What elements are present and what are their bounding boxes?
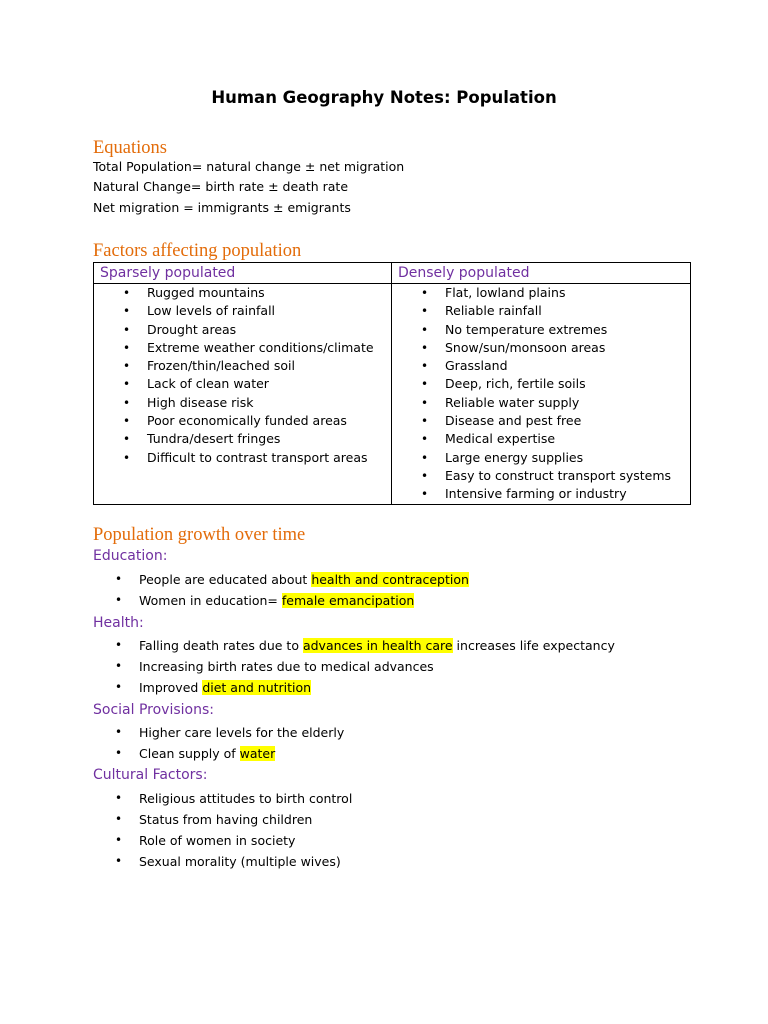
section-label-cultural-factors: Cultural Factors: — [93, 767, 208, 783]
bullet-icon: • — [421, 359, 429, 374]
equation-line: Net migration = immigrants ± emigrants — [93, 200, 351, 215]
list-item — [123, 394, 374, 412]
list-item — [421, 284, 671, 302]
list-item-text: Drought areas — [147, 321, 237, 337]
list-item-text: Frozen/thin/leached soil — [147, 358, 295, 374]
bullet-icon: • — [123, 395, 131, 410]
bullet-icon: • — [115, 725, 123, 739]
education-list — [115, 569, 469, 611]
list-item-text: Status from having children — [139, 812, 313, 827]
list-item-text: Medical expertise — [445, 431, 556, 447]
list-item-text: Rugged mountains — [147, 285, 265, 300]
health-list — [115, 635, 615, 698]
list-item — [421, 430, 671, 448]
bullet-icon: • — [421, 414, 429, 429]
bullet-icon: • — [123, 359, 131, 374]
list-item-text: Poor economically funded areas — [147, 413, 347, 429]
list-item-text: Falling death rates due to — [139, 638, 303, 653]
list-item-text: Tundra/desert fringes — [147, 431, 281, 447]
bullet-icon: • — [115, 746, 123, 760]
bullet-icon: • — [115, 680, 123, 694]
list-item — [123, 357, 374, 375]
list-item-text: High disease risk — [147, 394, 254, 410]
list-item-text: Grassland — [445, 358, 508, 374]
bullet-icon: • — [123, 286, 131, 300]
list-item-text: Higher care levels for the elderly — [139, 725, 345, 740]
sparse-column-header: Sparsely populated — [94, 263, 392, 284]
list-item — [421, 321, 671, 339]
list-item-text: Disease and pest free — [445, 413, 582, 429]
list-item — [115, 722, 345, 743]
list-item — [115, 677, 615, 698]
list-item — [115, 590, 469, 611]
list-item-text: Religious attitudes to birth control — [139, 791, 353, 806]
list-item — [115, 656, 615, 677]
list-item-text: Clean supply of — [139, 746, 240, 761]
list-item — [115, 788, 353, 809]
bullet-icon: • — [421, 487, 429, 502]
list-item-text: Deep, rich, fertile soils — [445, 376, 586, 392]
bullet-icon: • — [115, 812, 123, 826]
list-item — [115, 851, 352, 872]
list-item — [421, 485, 671, 503]
list-item — [123, 375, 374, 393]
equations-heading: Equations — [93, 138, 167, 158]
list-item-text: Lack of clean water — [147, 376, 269, 392]
list-item-text: increases life expectancy — [452, 638, 615, 653]
section-label-social-provisions: Social Provisions: — [93, 702, 214, 718]
bullet-icon: • — [123, 340, 131, 355]
list-item — [421, 357, 671, 375]
list-item — [123, 449, 374, 467]
list-item-text: Large energy supplies — [445, 449, 584, 465]
dense-factor-list — [421, 284, 672, 504]
list-item — [421, 375, 671, 393]
equation-line: Natural Change= birth rate ± death rate — [93, 179, 349, 194]
list-item-text: Improved — [139, 680, 203, 695]
list-item — [115, 743, 344, 764]
list-item — [115, 809, 352, 830]
bullet-icon: • — [115, 854, 123, 868]
dense-column-cell — [392, 284, 691, 505]
sparse-factor-list — [123, 284, 374, 467]
list-item — [123, 284, 374, 302]
bullet-icon: • — [421, 322, 429, 337]
page-title: Human Geography Notes: Population — [211, 88, 557, 107]
list-item — [421, 467, 672, 485]
list-item — [115, 635, 615, 656]
list-item-text: Increasing birth rates due to medical advances — [139, 659, 434, 674]
list-item-text: Women in education= — [139, 593, 282, 608]
highlighted-text: female emancipation — [281, 593, 415, 608]
sparse-column-cell — [94, 284, 392, 505]
bullet-icon: • — [421, 377, 429, 392]
list-item-text: Role of women in society — [139, 833, 296, 848]
list-item-text: Reliable water supply — [445, 394, 580, 410]
list-item-text: Reliable rainfall — [445, 303, 542, 319]
highlighted-text: advances in health care — [302, 638, 453, 653]
highlighted-text: diet and nutrition — [202, 680, 312, 695]
section-label-health: Health: — [93, 615, 144, 631]
bullet-icon: • — [123, 304, 131, 319]
list-item-text: Snow/sun/monsoon areas — [445, 339, 606, 355]
list-item — [421, 339, 671, 357]
list-item-text: People are educated about — [139, 572, 312, 587]
list-item-text: Extreme weather conditions/climate — [147, 339, 374, 355]
list-item — [115, 830, 352, 851]
bullet-icon: • — [115, 659, 123, 673]
list-item-text: Intensive farming or industry — [445, 486, 627, 502]
list-item — [123, 302, 374, 320]
bullet-icon: • — [123, 322, 131, 337]
factors-table — [93, 262, 691, 505]
list-item — [115, 569, 469, 590]
highlighted-text: health and contraception — [311, 572, 469, 587]
bullet-icon: • — [115, 593, 123, 607]
list-item — [123, 339, 374, 357]
growth-heading: Population growth over time — [93, 525, 306, 545]
list-item — [421, 449, 671, 467]
bullet-icon: • — [421, 450, 429, 465]
list-item — [421, 412, 671, 430]
list-item-text: Difficult to contrast transport areas — [147, 449, 368, 465]
bullet-icon: • — [115, 572, 123, 586]
dense-column-header: Densely populated — [392, 263, 691, 284]
bullet-icon: • — [123, 450, 131, 465]
bullet-icon: • — [421, 340, 429, 355]
bullet-icon: • — [115, 791, 123, 805]
social-provisions-list — [115, 722, 345, 764]
list-item — [123, 321, 374, 339]
list-item-text: Low levels of rainfall — [147, 303, 276, 319]
section-label-education: Education: — [93, 548, 168, 564]
list-item — [123, 412, 374, 430]
list-item — [421, 394, 671, 412]
bullet-icon: • — [123, 432, 131, 447]
list-item-text: Easy to construct transport systems — [445, 467, 672, 483]
bullet-icon: • — [421, 395, 429, 410]
bullet-icon: • — [421, 286, 429, 300]
bullet-icon: • — [115, 833, 123, 847]
list-item-text: Sexual morality (multiple wives) — [139, 854, 341, 869]
bullet-icon: • — [421, 304, 429, 319]
equation-line: Total Population= natural change ± net migration — [93, 159, 405, 174]
highlighted-text: water — [239, 746, 276, 761]
list-item — [421, 302, 671, 320]
list-item-text: Flat, lowland plains — [445, 285, 566, 300]
bullet-icon: • — [123, 377, 131, 392]
bullet-icon: • — [421, 468, 429, 483]
list-item-text: No temperature extremes — [445, 321, 608, 337]
factors-heading: Factors affecting population — [93, 241, 302, 261]
cultural-factors-list — [115, 788, 353, 872]
bullet-icon: • — [123, 414, 131, 429]
bullet-icon: • — [421, 432, 429, 447]
list-item — [123, 430, 374, 448]
bullet-icon: • — [115, 638, 123, 652]
